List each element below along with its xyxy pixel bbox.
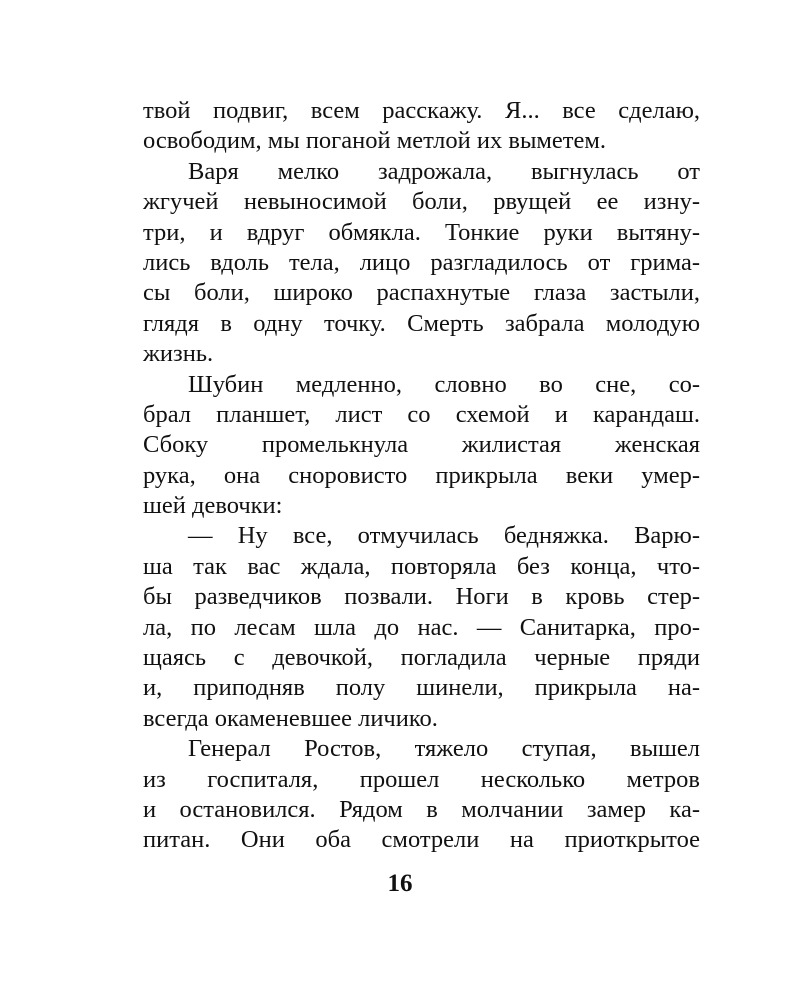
text-line: Варя мелко задрожала, выгнулась от <box>188 157 700 185</box>
text-line: жгучей невыносимой боли, рвущей ее изну- <box>143 188 700 216</box>
body-text <box>143 96 700 856</box>
text-line: всегда окаменевшее личико. <box>143 704 438 732</box>
text-line: лись вдоль тела, лицо разгладилось от грима- <box>143 248 700 276</box>
text-line: сы боли, широко распахнутые глаза застыли, <box>143 279 700 307</box>
text-line: из госпиталя, прошел несколько метров <box>143 765 700 793</box>
text-line: три, и вдруг обмякла. Тонкие руки вытяну- <box>143 218 700 246</box>
text-line: и, приподняв полу шинели, прикрыла на- <box>143 674 700 702</box>
text-line: Генерал Ростов, тяжело ступая, вышел <box>188 735 700 763</box>
text-line: Сбоку промелькнула жилистая женская <box>143 431 700 459</box>
text-line: брал планшет, лист со схемой и карандаш. <box>143 400 700 428</box>
text-line: жизнь. <box>143 340 214 368</box>
text-line: Шубин медленно, словно во сне, со- <box>188 370 700 398</box>
text-line: и остановился. Рядом в молчании замер ка- <box>143 795 700 823</box>
text-line: рука, она сноровисто прикрыла веки умер- <box>143 461 700 489</box>
text-line: ша так вас ждала, повторяла без конца, что- <box>143 552 700 580</box>
text-line: щаясь с девочкой, погладила черные пряди <box>143 644 700 672</box>
page-number: 16 <box>387 870 413 897</box>
text-line: твой подвиг, всем расскажу. Я... все сделаю, <box>143 97 700 124</box>
text-line: шей девочки: <box>143 492 283 520</box>
text-line: питан. Они оба смотрели на приоткрытое <box>143 826 700 854</box>
text-line: глядя в одну точку. Смерть забрала молодую <box>143 309 700 337</box>
text-line: — Ну все, отмучилась бедняжка. Варю- <box>188 522 700 550</box>
text-line: освободим, мы поганой метлой их выметем. <box>143 127 606 155</box>
text-line: бы разведчиков позвали. Ноги в кровь стер- <box>143 583 700 611</box>
text-line: ла, по лесам шла до нас. — Санитарка, про- <box>143 613 700 641</box>
